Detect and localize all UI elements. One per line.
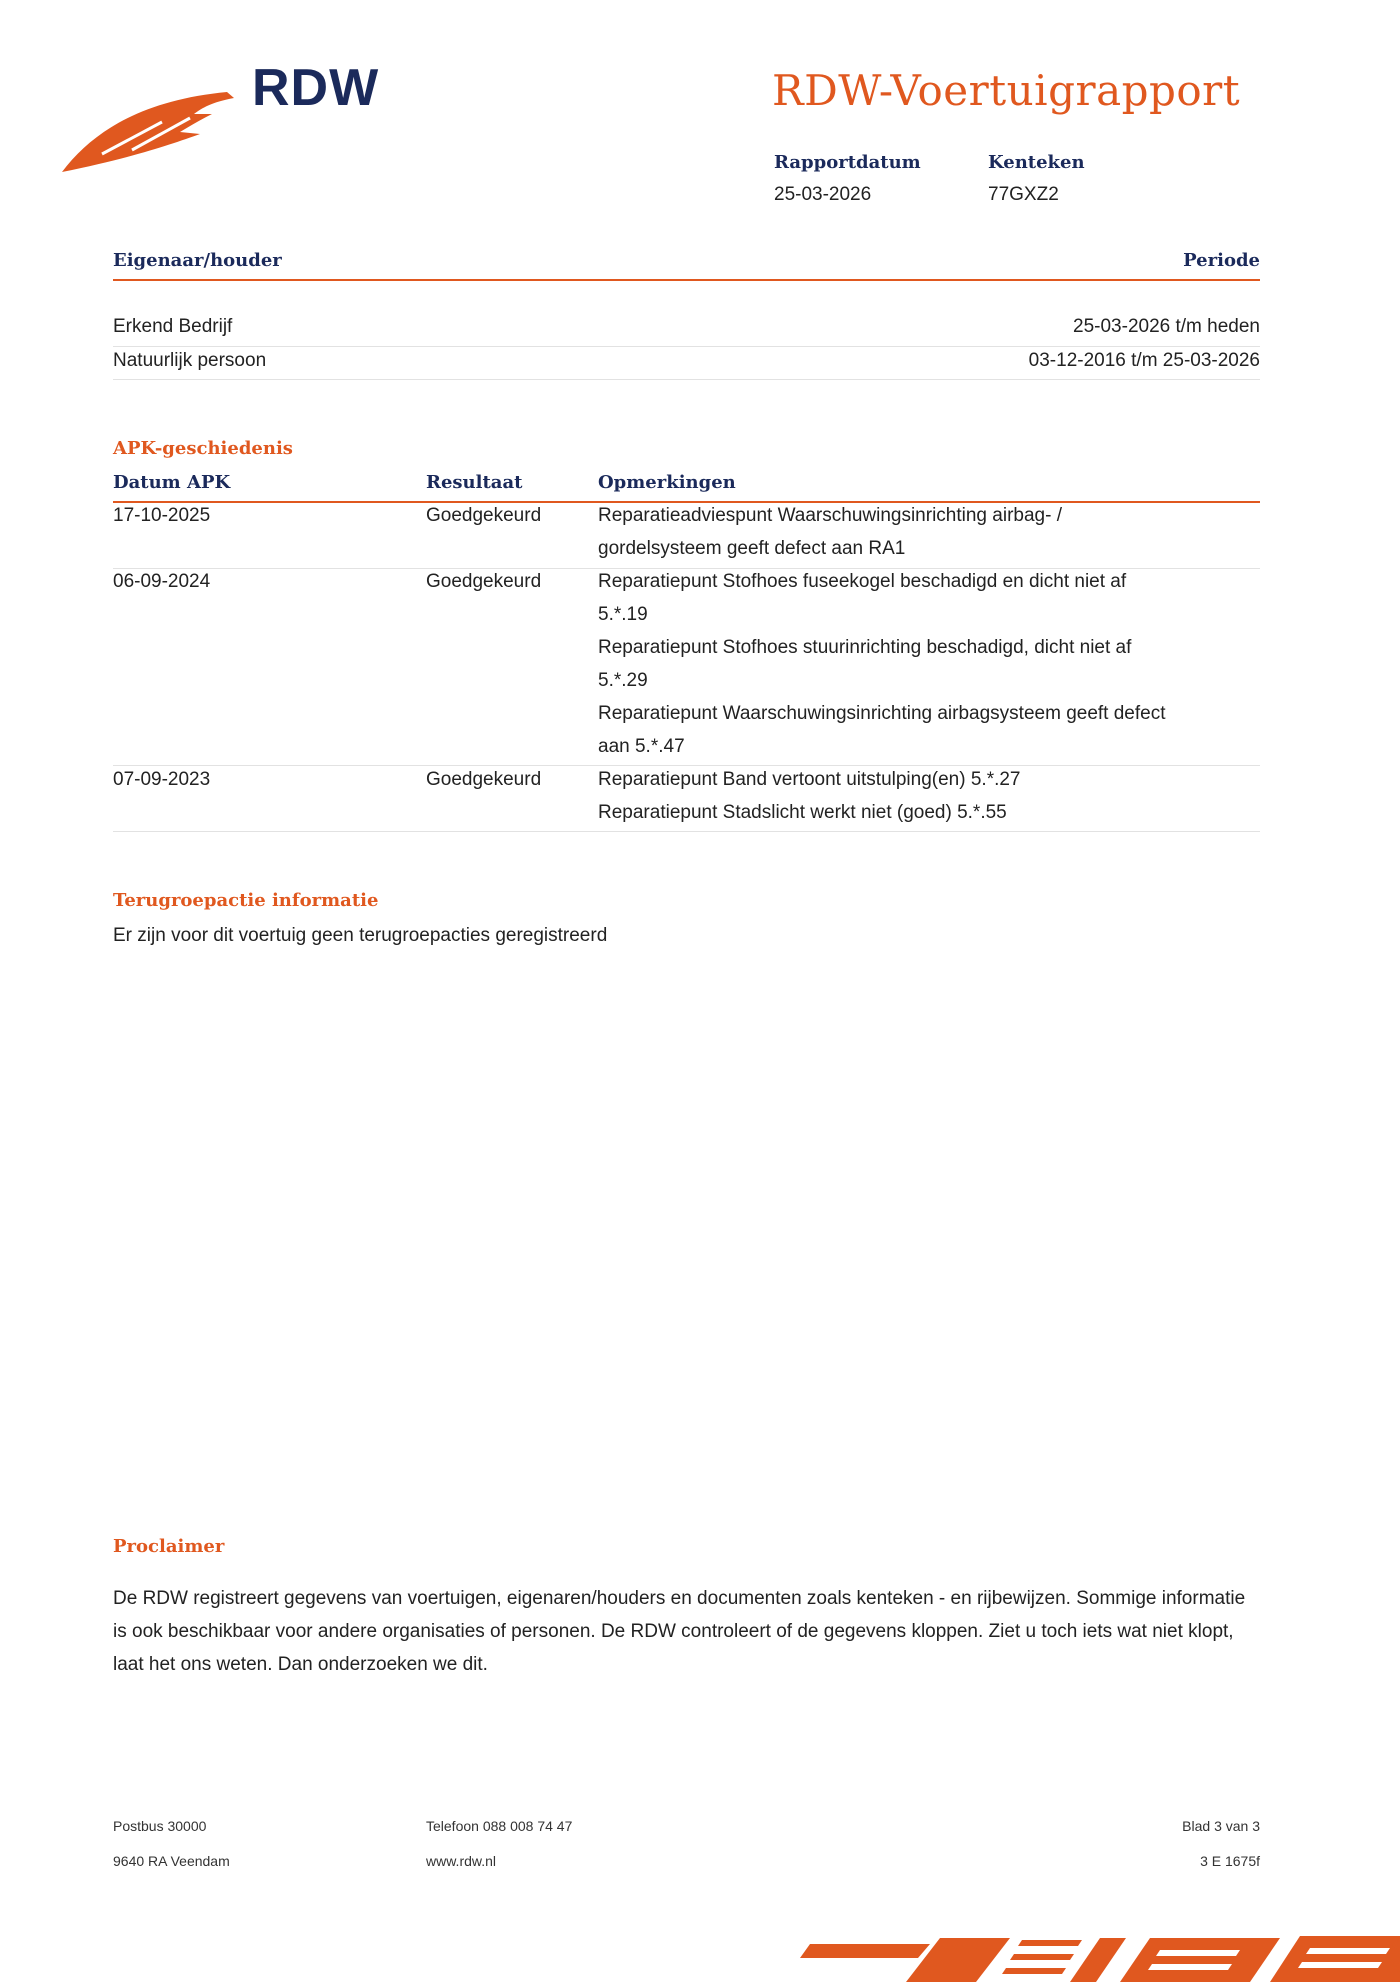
plate-value: 77GXZ2 [988, 184, 1059, 205]
apk-remark-line: Reparatiepunt Stofhoes fuseekogel beschadigd en dicht niet af [598, 571, 1127, 592]
apk-date: 07-09-2023 [113, 769, 211, 790]
row-divider [113, 831, 1260, 832]
report-title: RDW-Voertuigrapport [772, 66, 1241, 115]
footer-page-number: Blad 3 van 3 [1182, 1818, 1260, 1834]
logo-text: RDW [252, 59, 380, 117]
recall-section-title: Terugroepactie informatie [113, 890, 379, 911]
report-date-value: 25-03-2026 [774, 184, 872, 205]
apk-remark-line: Reparatiepunt Stadslicht werkt niet (goed) 5.*.55 [598, 802, 1007, 823]
apk-remark-line: Reparatiepunt Waarschuwingsinrichting airbagsysteem geeft defect [598, 703, 1166, 724]
row-divider [113, 568, 1260, 569]
footer-website-link[interactable]: www.rdw.nl [426, 1853, 497, 1869]
footer-address-line: Postbus 30000 [113, 1818, 207, 1834]
apk-date-column-header: Datum APK [113, 472, 231, 493]
footer-document-code: 3 E 1675f [1200, 1853, 1260, 1869]
apk-header-rule [113, 501, 1260, 503]
apk-result: Goedgekeurd [426, 769, 542, 790]
owners-header-rule [113, 279, 1260, 281]
apk-result-column-header: Resultaat [426, 472, 523, 493]
rdw-logo-feather-icon [62, 92, 234, 174]
proclaimer-title: Proclaimer [113, 1536, 225, 1557]
recall-text: Er zijn voor dit voertuig geen terugroepacties geregistreerd [113, 925, 608, 946]
brand-stripes-icon [800, 1928, 1400, 1982]
row-divider [113, 765, 1260, 766]
footer-phone: Telefoon 088 008 74 47 [426, 1818, 573, 1834]
apk-remarks-column-header: Opmerkingen [598, 472, 736, 493]
apk-remark-line: gordelsysteem geeft defect aan RA1 [598, 538, 906, 559]
owner-period: 03-12-2016 t/m 25-03-2026 [1028, 350, 1260, 371]
apk-remark-line: 5.*.29 [598, 670, 648, 691]
apk-result: Goedgekeurd [426, 571, 542, 592]
apk-section-title: APK-geschiedenis [113, 438, 293, 459]
apk-remark-line: Reparatiepunt Stofhoes stuurinrichting beschadigd, dicht niet af [598, 637, 1132, 658]
footer-address-line: 9640 RA Veendam [113, 1853, 230, 1869]
owner-name: Erkend Bedrijf [113, 316, 233, 337]
apk-remark-line: 5.*.19 [598, 604, 648, 625]
period-column-header: Periode [1183, 250, 1260, 271]
report-date-label: Rapportdatum [774, 152, 921, 173]
row-divider [113, 379, 1260, 380]
apk-date: 17-10-2025 [113, 505, 211, 526]
owner-column-header: Eigenaar/houder [113, 250, 282, 271]
apk-remark-line: Reparatiepunt Band vertoont uitstulping(en) 5.*.27 [598, 769, 1021, 790]
plate-label: Kenteken [988, 152, 1085, 173]
apk-remark-line: Reparatieadviespunt Waarschuwingsinrichting airbag- / [598, 505, 1062, 526]
owner-period: 25-03-2026 t/m heden [1073, 316, 1260, 337]
proclaimer-text: De RDW registreert gegevens van voertuigen, eigenaren/houders en documenten zoals kenteken - en rijbewijzen. Sommige informatie is ook beschikbaar voor andere organisaties of personen. De RDW controleert of de gegevens kloppen. Ziet u toch iets wat niet klopt, laat het ons weten. Dan onderzoeken we dit. [113, 1588, 1246, 1675]
apk-result: Goedgekeurd [426, 505, 542, 526]
apk-remark-line: aan 5.*.47 [598, 736, 685, 757]
owner-name: Natuurlijk persoon [113, 350, 267, 371]
apk-date: 06-09-2024 [113, 571, 211, 592]
row-divider [113, 346, 1260, 347]
